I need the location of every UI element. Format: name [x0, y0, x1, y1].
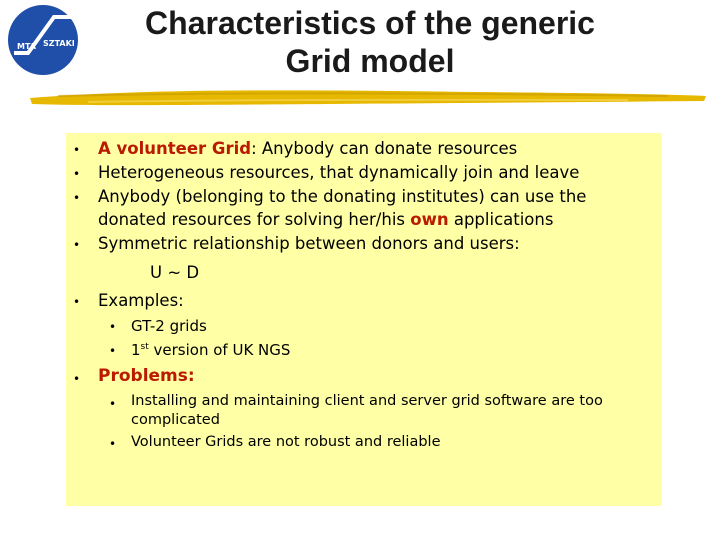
ngs-version-rest: version of UK NGS	[148, 341, 291, 359]
slide-title	[90, 4, 650, 80]
anybody-line2-post: applications	[448, 210, 554, 229]
logo-right-text: SZTAKI	[43, 39, 75, 48]
bullet-symmetric: Symmetric relationship between donors and users:	[98, 234, 520, 253]
bullet-marker: •	[73, 167, 81, 181]
bullet-anybody-line2	[98, 210, 553, 230]
bullet-marker: •	[73, 143, 81, 157]
problem-installing-line1: Installing and maintaining client and server grid software are too	[131, 393, 603, 409]
bullet-marker: •	[73, 372, 81, 386]
bullet-marker: •	[73, 238, 81, 252]
example-uk-ngs	[131, 340, 290, 360]
ngs-version-suffix: st	[140, 342, 149, 352]
example-gt2: GT-2 grids	[131, 317, 207, 335]
sub-bullet-marker: •	[109, 344, 117, 358]
bullet-anybody-line1: Anybody (belonging to the donating institutes) can use the	[98, 187, 587, 206]
mta-sztaki-logo	[6, 3, 80, 77]
sub-bullet-marker: •	[109, 437, 117, 451]
bullet-problems: Problems:	[98, 366, 195, 386]
brush-stroke-divider	[28, 84, 708, 110]
own-emphasis: own	[410, 210, 449, 229]
logo-left-text: MTA	[17, 42, 36, 51]
anybody-line2-pre: donated resources for solving her/his	[98, 210, 411, 229]
ngs-version-number: 1	[131, 341, 141, 359]
problem-installing-line2: complicated	[131, 412, 220, 428]
bullet-marker: •	[73, 191, 81, 205]
bullet-volunteer-grid	[98, 139, 517, 159]
volunteer-grid-definition: : Anybody can donate resources	[251, 139, 518, 158]
slide-title-line2: Grid model	[285, 43, 455, 79]
volunteer-grid-term: A volunteer Grid	[98, 139, 252, 158]
symmetric-formula: U ~ D	[150, 263, 200, 282]
sub-bullet-marker: •	[109, 397, 117, 411]
bullet-marker: •	[73, 295, 81, 309]
bullet-heterogeneous: Heterogeneous resources, that dynamically join and leave	[98, 163, 580, 182]
sub-bullet-marker: •	[109, 320, 117, 334]
slide-title-line1: Characteristics of the generic	[145, 5, 595, 41]
bullet-examples: Examples:	[98, 291, 184, 310]
problem-not-robust: Volunteer Grids are not robust and reliable	[131, 434, 441, 450]
